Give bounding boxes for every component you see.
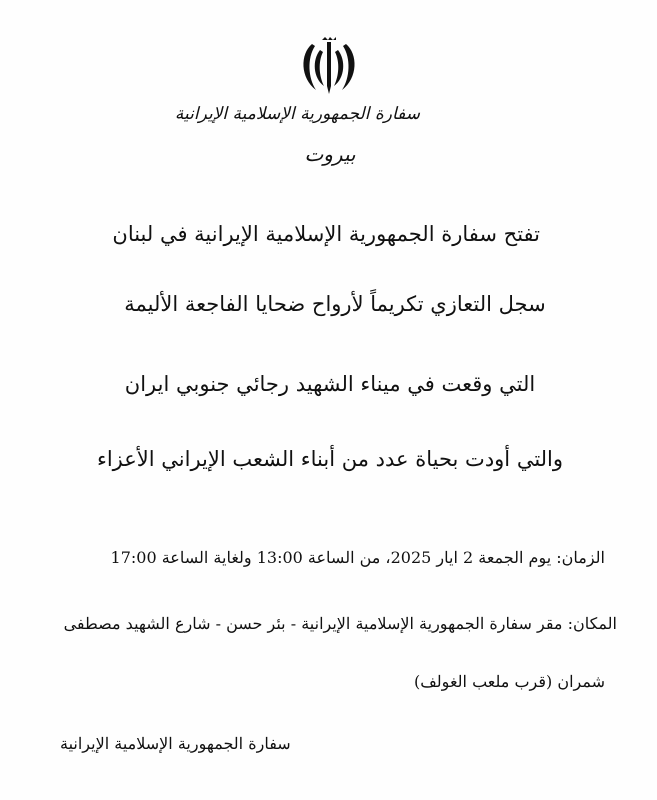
iran-emblem-icon	[298, 36, 360, 98]
embassy-name: سفارة الجمهورية الإسلامية الإيرانية	[174, 104, 420, 124]
announcement-line-1: تفتح سفارة الجمهورية الإسلامية الإيرانية في لبنان	[112, 222, 540, 246]
announcement-line-2: سجل التعازي تكريماً لأرواح ضحايا الفاجعة الأليمة	[124, 292, 546, 316]
place-detail	[64, 614, 617, 633]
time-label: الزمان:	[556, 548, 605, 567]
place-label: المكان:	[567, 614, 617, 633]
announcement-line-3: التي وقعت في ميناء الشهيد رجائي جنوبي ايران	[124, 372, 536, 396]
time-detail	[111, 548, 605, 567]
time-value: يوم الجمعة 2 ايار 2025، من الساعة 13:00 ولغاية الساعة 17:00	[110, 548, 552, 567]
place-value: مقر سفارة الجمهورية الإسلامية الإيرانية - بئر حسن - شارع الشهيد مصطفى	[63, 614, 563, 633]
signature: سفارة الجمهورية الإسلامية الإيرانية	[60, 734, 291, 753]
announcement-line-4: والتي أودت بحياة عدد من أبناء الشعب الإيراني الأعزاء	[96, 447, 564, 471]
city-name: بيروت	[304, 142, 356, 166]
place-detail-continued: شمران (قرب ملعب الغولف)	[414, 672, 605, 691]
